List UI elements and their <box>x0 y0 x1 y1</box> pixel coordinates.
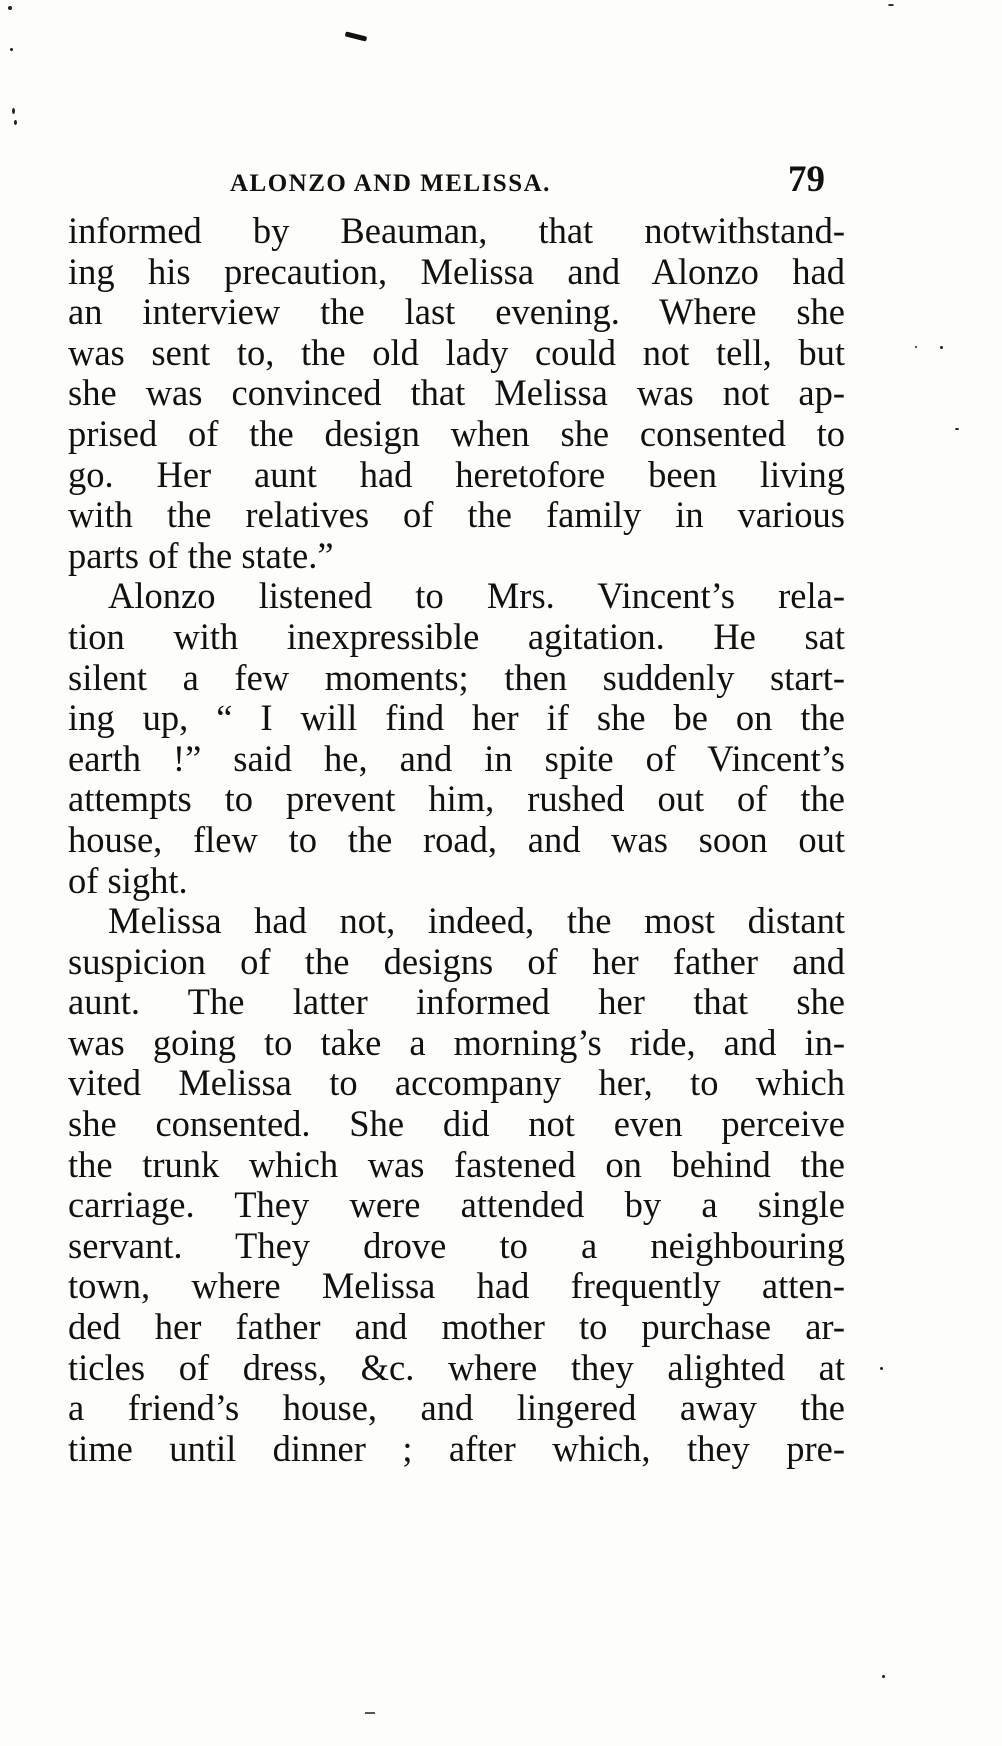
text-line: was sent to, the old lady could not tell, but <box>68 331 845 373</box>
text-line: town, where Melissa had frequently atten- <box>68 1265 845 1307</box>
text-line: go. Her aunt had heretofore been living <box>68 453 845 495</box>
text-line: informed by Beauman, that notwithstand- <box>68 210 845 251</box>
text-line: silent a few moments; then suddenly start- <box>68 656 845 698</box>
text-line: of sight. <box>68 859 188 901</box>
text-line: a friend’s house, and lingered away the <box>68 1387 845 1429</box>
speck <box>12 108 15 114</box>
text-line: servant. They drove to a neighbouring <box>68 1224 845 1266</box>
speck <box>940 346 943 349</box>
speck <box>8 6 12 10</box>
text-line: tion with inexpressible agitation. He sat <box>68 615 845 657</box>
ink-mark-bottom <box>365 1712 375 1714</box>
speck <box>882 1675 885 1678</box>
text-line: Alonzo listened to Mrs. Vincent’s rela- <box>108 575 845 617</box>
text-line: vited Melissa to accompany her, to which <box>68 1062 845 1104</box>
text-line: ded her father and mother to purchase ar- <box>68 1306 845 1348</box>
text-line: the trunk which was fastened on behind the <box>68 1143 845 1185</box>
text-line: she was convinced that Melissa was not ap- <box>68 372 845 414</box>
text-line: Melissa had not, indeed, the most distant <box>108 900 845 942</box>
speck <box>10 48 13 51</box>
text-line: attempts to prevent him, rushed out of the <box>68 778 845 820</box>
text-line: an interview the last evening. Where she <box>68 291 845 333</box>
text-line: ing up, “ I will find her if she be on the <box>68 697 845 739</box>
speck <box>880 1367 883 1370</box>
text-line: suspicion of the designs of her father and <box>68 940 845 982</box>
text-line: parts of the state.” <box>68 534 334 576</box>
text-line: time until dinner ; after which, they pre- <box>68 1427 845 1469</box>
speck <box>14 120 17 125</box>
speck <box>915 346 917 348</box>
ink-mark-top <box>345 31 368 41</box>
text-line: was going to take a morning’s ride, and in- <box>68 1021 845 1063</box>
running-title: ALONZO AND MELISSA. <box>230 170 551 197</box>
body-text <box>68 211 845 1469</box>
speck <box>955 428 959 430</box>
text-line: earth !” said he, and in spite of Vincent’s <box>68 737 845 779</box>
text-line: ing his precaution, Melissa and Alonzo had <box>68 250 845 292</box>
text-line: house, flew to the road, and was soon out <box>68 818 845 860</box>
text-line: aunt. The latter informed her that she <box>68 981 845 1023</box>
text-line: prised of the design when she consented to <box>68 412 845 454</box>
text-line: she consented. She did not even perceive <box>68 1103 845 1145</box>
page-number: 79 <box>788 159 825 200</box>
speck <box>888 4 894 6</box>
text-line: ticles of dress, &c. where they alighted at <box>68 1346 845 1388</box>
text-line: with the relatives of the family in various <box>68 494 845 536</box>
text-line: carriage. They were attended by a single <box>68 1184 845 1226</box>
